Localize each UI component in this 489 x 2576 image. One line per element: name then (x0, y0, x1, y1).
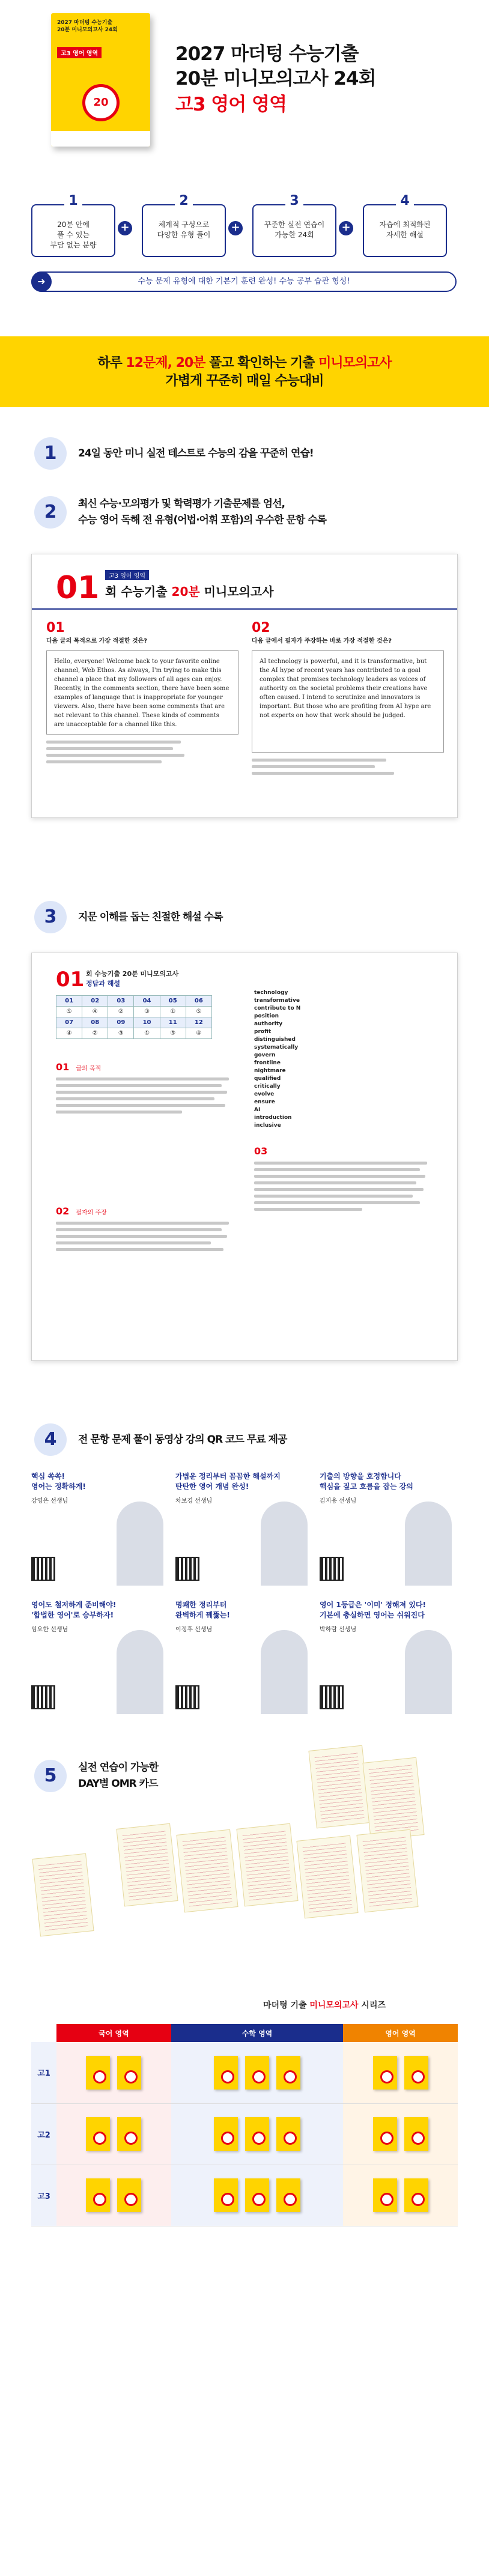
question-type: 글의 목적 (76, 1065, 102, 1072)
omr-card (176, 1829, 238, 1913)
lecture-lead: 영어도 철저하게 준비해야! '합법한 영어'로 승부하자! (31, 1601, 117, 1619)
col-english: 영어 영역 (343, 2024, 458, 2042)
vocab-item: introduction (254, 1115, 292, 1121)
feature-box-1 (31, 204, 115, 257)
omr-card (116, 1823, 178, 1907)
section-number: 5 (34, 1760, 67, 1792)
text-line (56, 1097, 214, 1100)
vocab-item: authority (254, 1021, 283, 1027)
omr-card (236, 1823, 298, 1907)
feature-text: 20분 안에 풀 수 있는 부담 없는 분량 (50, 220, 97, 249)
choice-line (46, 741, 181, 744)
series-table (31, 2024, 458, 2226)
section-number: 2 (34, 496, 67, 529)
question-type: 필자의 주장 (76, 1210, 107, 1216)
series-heading-red: 미니모의고사 (309, 2001, 359, 2010)
question-passage: AI technology is powerful, and it is transformative, but the AI hype of recent years has contributed to a goal complex that promises technology leaders as voices of authority on the societal problems their creations have often caused. I intend to scrutinize and innovators is important. But those who are profiting from AI hype are not experts on how that work should be judged. (252, 650, 444, 753)
answer-cell: ④ (82, 1007, 108, 1017)
teacher-photo (117, 1630, 163, 1714)
series-row (31, 2103, 458, 2165)
band-text: 풀고 확인하는 기출 (205, 356, 319, 371)
qr-code-icon[interactable] (175, 1685, 199, 1709)
vocab-item: frontline (254, 1060, 281, 1066)
section-title: 지문 이해를 돕는 친절한 해설 수록 (78, 911, 223, 923)
lecture-lead: 영어 1등급은 '이미' 정해져 있다! 기본에 충실하면 영어는 쉬워진다 (320, 1601, 426, 1619)
vocab-item: govern (254, 1052, 276, 1058)
answer-cell: ④ (186, 1028, 211, 1039)
lecture-lead: 가볍운 정리부터 꼼꼼한 해설까지 탄탄한 영어 개념 완성! (175, 1472, 281, 1491)
feature-box-3 (252, 204, 336, 257)
title-line2: 20분 미니모의고사 24회 (175, 68, 376, 89)
choice-line (252, 759, 386, 762)
qr-code-icon[interactable] (175, 1557, 199, 1581)
text-line (56, 1235, 227, 1238)
omr-card (296, 1835, 358, 1919)
book-thumb[interactable] (276, 2178, 300, 2212)
question-prompt: 다음 글의 목적으로 가장 적절한 것은? (46, 638, 148, 644)
lecture-card (175, 1471, 314, 1586)
lecture-lead: 기출의 방향을 호정합니다 핵심을 짚고 흐름을 잡는 강의 (320, 1472, 413, 1491)
title-line3: 고3 영어 영역 (175, 94, 287, 115)
section-number: 3 (34, 901, 67, 933)
answer-cell: 05 (160, 996, 186, 1007)
vocab-item: profit (254, 1029, 272, 1035)
question-number: 01 (56, 1061, 70, 1073)
book-cover-subject: 고3 영어 영역 (57, 47, 102, 58)
answer-cell: 03 (108, 996, 134, 1007)
hero-section (0, 0, 489, 180)
section-title-line: 수능 영어 독해 전 유형(어법·어휘 포함)의 우수한 문항 수록 (78, 514, 327, 526)
korean-books (56, 2042, 171, 2103)
book-thumb[interactable] (373, 2056, 397, 2090)
sample-exam-body (32, 614, 457, 817)
math-books (171, 2042, 343, 2103)
exam-title-red: 20분 (171, 584, 200, 599)
book-thumb[interactable] (86, 2056, 110, 2090)
answer-cell: 04 (134, 996, 160, 1007)
omr-card (362, 1757, 424, 1841)
teacher-photo (261, 1502, 308, 1586)
section-5 (0, 1736, 489, 1988)
book-thumb[interactable] (245, 2178, 269, 2212)
answer-cell: ③ (108, 1028, 134, 1039)
choice-line (46, 747, 173, 750)
book-thumb[interactable] (117, 2056, 141, 2090)
vocab-item: position (254, 1013, 279, 1019)
feature-num-1: 1 (64, 193, 82, 208)
question-number: 03 (254, 1145, 268, 1157)
book-cover-line1: 2027 마더텅 수능기출 (57, 20, 113, 26)
vocab-item: distinguished (254, 1037, 296, 1043)
explanation-3 (254, 1145, 434, 1214)
sample-exam-header (32, 554, 457, 610)
series-heading-part: 시리즈 (358, 2001, 386, 2010)
feature-banner (31, 271, 457, 292)
text-line (254, 1201, 420, 1204)
choice-line (252, 765, 375, 768)
title-line1: 2027 마더텅 수능기출 (175, 43, 359, 65)
text-line (56, 1104, 225, 1107)
choice-line (46, 754, 184, 757)
book-thumb[interactable] (404, 2117, 428, 2151)
book-thumb[interactable] (404, 2178, 428, 2212)
col-math: 수학 영역 (171, 2024, 343, 2042)
series-heading-part: 마더텅 기출 (263, 2001, 310, 2010)
math-books (171, 2103, 343, 2165)
text-line (56, 1084, 222, 1087)
grade-label: 고1 (31, 2042, 56, 2103)
teacher-name: 임요한 선생님 (31, 1626, 68, 1633)
teacher-photo (405, 1630, 452, 1714)
series-row (31, 2042, 458, 2103)
day-number: 01 (56, 570, 100, 606)
lecture-card (320, 1471, 458, 1586)
answer-cell: ③ (134, 1007, 160, 1017)
text-line (254, 1188, 424, 1191)
lecture-card (31, 1600, 169, 1714)
arrow-right-icon: ➜ (31, 271, 52, 292)
answer-cell: 07 (56, 1017, 82, 1028)
answer-cell: ② (82, 1028, 108, 1039)
band-text-red: 12문제, 20분 (126, 356, 205, 371)
book-thumb[interactable] (214, 2056, 238, 2090)
vocab-item: inclusive (254, 1123, 281, 1129)
teacher-photo (261, 1630, 308, 1714)
text-line (254, 1181, 416, 1184)
answer-cell: ② (108, 1007, 134, 1017)
choice-line (46, 760, 162, 763)
grade-label: 고3 (31, 2165, 56, 2226)
text-line (56, 1248, 223, 1251)
band-text: 하루 (97, 356, 126, 371)
question-2 (252, 620, 444, 778)
answer-cell: ① (134, 1028, 160, 1039)
section-4 (0, 1399, 489, 1736)
clock-icon (82, 84, 120, 121)
series-section (0, 1988, 489, 2288)
features-section (0, 180, 489, 300)
subject-tag: 고3 영어 영역 (105, 570, 149, 580)
exam-title-part: 미니모의고사 (199, 584, 274, 599)
english-books (343, 2103, 458, 2165)
exam-title-part: 회 수능기출 (105, 584, 172, 599)
answer-cell: 01 (56, 996, 82, 1007)
english-books (343, 2042, 458, 2103)
section-title-line: 최신 수능·모의평가 및 학력평가 기출문제를 엄선, (78, 498, 285, 510)
lecture-card (31, 1471, 169, 1586)
vocab-item: evolve (254, 1091, 275, 1097)
grade-label: 고2 (31, 2103, 56, 2165)
omr-cards (0, 1736, 489, 1988)
answer-cell: ⑤ (56, 1007, 82, 1017)
series-corner (31, 2024, 56, 2042)
question-number: 02 (252, 620, 270, 635)
book-thumb[interactable] (86, 2117, 110, 2151)
section-title-line: DAY별 OMR 카드 (78, 1778, 158, 1790)
book-thumb[interactable] (373, 2178, 397, 2212)
text-line (254, 1162, 427, 1165)
section-number: 4 (34, 1423, 67, 1456)
answer-grid (56, 995, 212, 1039)
sample-answer-page (31, 953, 458, 1361)
vocab-item: technology (254, 990, 288, 996)
answer-cell: ① (160, 1007, 186, 1017)
teacher-name: 김지용 선생님 (320, 1498, 357, 1505)
korean-books (56, 2103, 171, 2165)
highlight-band (0, 336, 489, 407)
korean-books (56, 2165, 171, 2226)
text-line (56, 1111, 182, 1114)
band-text-red: 미니모의고사 (318, 356, 392, 371)
book-cover-line2: 20분 미니모의고사 24회 (57, 27, 118, 33)
vocab-item: ensure (254, 1099, 275, 1105)
teacher-name: 이정후 선생님 (175, 1626, 213, 1633)
book-cover (51, 13, 150, 147)
series-heading (31, 1988, 458, 2024)
lecture-card (320, 1600, 458, 1714)
lecture-grid (31, 1471, 458, 1724)
band-line1 (0, 354, 489, 372)
answer-title: 회 수능기출 20분 미니모의고사 (86, 970, 179, 978)
text-line (56, 1241, 211, 1244)
book-thumb[interactable] (117, 2178, 141, 2212)
band-line2: 가볍게 꾸준히 매일 수능대비 (165, 374, 324, 389)
sample-exam-page (31, 554, 458, 818)
book-thumb[interactable] (276, 2117, 300, 2151)
section-title: 24일 동안 미니 실전 테스트로 수능의 감을 꾸준히 연습! (78, 447, 314, 459)
question-passage: Hello, everyone! Welcome back to your favorite online channel, Web Ethos. As always, I'm trying to make this channel a place that my followers of all ages can enjoy. Recently, in the comments section, there have been some examples of language that is inappropriate for younger viewers. Also, there have been some comments that are not relevant to this channel. These kinds of comments are unacceptable for a channel like this. (46, 650, 238, 735)
lecture-lead: 명쾌한 정리부터 완벽하게 꿰뚫는! (175, 1601, 230, 1619)
text-line (56, 1228, 222, 1231)
question-number: 01 (46, 620, 65, 635)
text-line (254, 1175, 425, 1178)
section-number: 1 (34, 437, 67, 470)
book-thumb[interactable] (276, 2056, 300, 2090)
answer-cell: 08 (82, 1017, 108, 1028)
omr-card (308, 1745, 370, 1829)
qr-code-icon[interactable] (31, 1685, 55, 1709)
section-title (78, 496, 326, 529)
section-title: 전 문항 문제 풀이 동영상 강의 QR 코드 무료 제공 (78, 1434, 287, 1446)
math-books (171, 2165, 343, 2226)
text-line (254, 1208, 362, 1211)
series-row (31, 2165, 458, 2226)
vocab-item: systematically (254, 1044, 299, 1050)
section-3 (0, 847, 489, 1399)
col-korean: 국어 영역 (56, 2024, 171, 2042)
vocab-item: contribute to N (254, 1005, 301, 1011)
answer-cell: ⑤ (160, 1028, 186, 1039)
book-thumb[interactable] (117, 2117, 141, 2151)
text-line (254, 1195, 413, 1198)
clock-number: 20 (93, 96, 109, 109)
book-thumb[interactable] (245, 2056, 269, 2090)
teacher-name: 강영은 선생님 (31, 1498, 68, 1505)
series-table-wrap (31, 1988, 458, 2226)
english-books (343, 2165, 458, 2226)
book-thumb[interactable] (373, 2117, 397, 2151)
lecture-card (175, 1600, 314, 1714)
feature-text: 꾸준한 실전 연습이 가능한 24회 (264, 220, 325, 239)
teacher-name: 박하람 선생님 (320, 1626, 357, 1633)
omr-card (32, 1853, 94, 1937)
book-cover-footer (51, 131, 150, 147)
answer-subtitle: 정답과 해설 (86, 980, 120, 987)
section-title-line: 실전 연습이 가능한 (78, 1762, 159, 1774)
section-2 (0, 474, 489, 847)
explanation-2 (56, 1205, 236, 1255)
series-header-row (31, 2024, 458, 2042)
question-number: 02 (56, 1205, 70, 1217)
qr-code-icon[interactable] (320, 1685, 344, 1709)
answer-cell: 02 (82, 996, 108, 1007)
feature-text: 체계적 구성으로 다양한 유형 풀이 (157, 220, 211, 239)
book-cover-title (57, 19, 118, 34)
vocab-item: qualified (254, 1076, 281, 1082)
feature-banner-text: 수능 문제 유형에 대한 기본기 훈련 완성! 수능 공부 습관 형성! (138, 277, 350, 286)
answer-cell: ⑤ (186, 1007, 211, 1017)
vocab-list (254, 989, 434, 1130)
question-1 (46, 620, 238, 767)
vocab-item: transformative (254, 998, 300, 1004)
book-thumb[interactable] (86, 2178, 110, 2212)
vocab-item: critically (254, 1083, 281, 1089)
feature-num-4: 4 (396, 193, 414, 208)
plus-icon: + (118, 221, 132, 235)
answer-cell: ④ (56, 1028, 82, 1039)
exam-title (105, 582, 274, 599)
vocab-item: nightmare (254, 1068, 286, 1074)
text-line (254, 1168, 420, 1171)
text-line (56, 1091, 227, 1094)
answer-cell: 12 (186, 1017, 211, 1028)
plus-icon: + (339, 221, 353, 235)
teacher-name: 차보경 선생님 (175, 1498, 213, 1505)
answer-cell: 09 (108, 1017, 134, 1028)
choice-line (252, 772, 394, 775)
answer-cell: 10 (134, 1017, 160, 1028)
feature-box-4 (363, 204, 447, 257)
text-line (56, 1077, 229, 1080)
book-thumb[interactable] (214, 2117, 238, 2151)
book-thumb[interactable] (214, 2178, 238, 2212)
question-prompt: 다음 글에서 필자가 주장하는 바로 가장 적절한 것은? (252, 638, 392, 644)
feature-num-2: 2 (175, 193, 193, 208)
feature-text: 자습에 최적화된 자세한 해설 (379, 220, 431, 239)
feature-num-3: 3 (285, 193, 303, 208)
qr-code-icon[interactable] (320, 1557, 344, 1581)
answer-cell: 06 (186, 996, 211, 1007)
explanation-1 (56, 1061, 236, 1117)
product-title (175, 42, 375, 118)
answer-cell: 11 (160, 1017, 186, 1028)
vocab-item: AI (254, 1107, 261, 1113)
qr-code-icon[interactable] (31, 1557, 55, 1581)
feature-box-2 (142, 204, 226, 257)
teacher-photo (405, 1502, 452, 1586)
text-line (56, 1222, 229, 1225)
lecture-lead: 핵심 쏙쏙! 영어는 정확하게! (31, 1472, 86, 1491)
omr-card (356, 1829, 418, 1913)
section-1 (0, 407, 489, 474)
teacher-photo (117, 1502, 163, 1586)
plus-icon: + (228, 221, 243, 235)
answer-table (56, 995, 212, 1039)
book-thumb[interactable] (245, 2117, 269, 2151)
day-number: 01 (56, 968, 85, 992)
book-thumb[interactable] (404, 2056, 428, 2090)
